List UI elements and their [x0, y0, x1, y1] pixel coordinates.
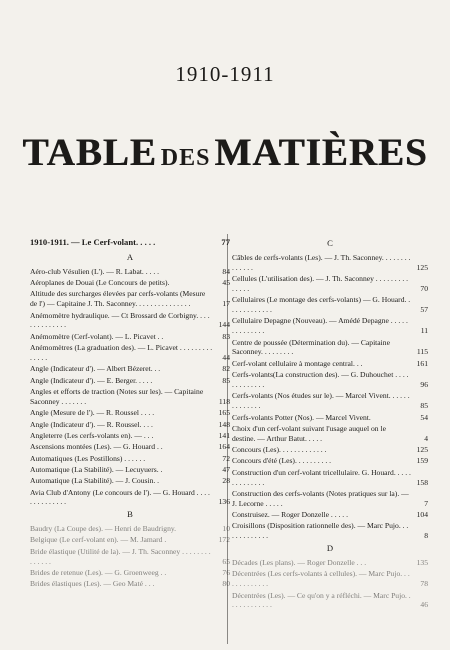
entry-page-number: 11 [420, 326, 428, 336]
first-entry [30, 238, 230, 248]
volume-years: 1910-1911 [175, 62, 275, 86]
first-entry-text: 1910-1911. — Le Cerf-volant. . . . . [30, 237, 156, 247]
entry-text: Cerf-volant cellulaire à montage central. . . [232, 358, 363, 368]
entry-text: Aéroplanes de Douai (Le Concours de petits). [30, 278, 170, 288]
entry-text: Aéro-club Vésulien (L'). — R. Labat. . . . . [30, 266, 160, 276]
entry-page-number: 172 [218, 535, 230, 545]
index-entry [232, 424, 428, 444]
entry-text: Anémomètres (La graduation des). — L. Picavet . . . . . . . . . . . . . . [30, 343, 213, 362]
entry-text: Brides élastiques (Les). — Geo Maté . . . [30, 579, 155, 589]
entry-page-number: 125 [416, 262, 428, 272]
entry-page-number: 125 [416, 445, 428, 455]
index-entry [232, 370, 428, 390]
entry-text: Construisez. — Roger Donzelle . . . . . [232, 510, 348, 520]
entry-text: Câbles de cerfs-volants (Les). — J. Th. Saconney. . . . . . . . . . . . . . [232, 252, 411, 272]
entry-page-number: 84 [222, 266, 230, 276]
index-entry [30, 289, 230, 309]
index-entry [30, 535, 230, 545]
entry-text: Cellulaires (Le montage des cerfs-volants) — G. Houard. . . . . . . . . . . . . [232, 295, 411, 315]
entry-page-number: 54 [420, 412, 428, 422]
entry-page-number: 85 [420, 401, 428, 411]
index-entry [232, 316, 428, 336]
entry-text: Angleterre (Les cerfs-volants en). — . . . [30, 430, 154, 440]
entry-page-number: 158 [416, 477, 428, 487]
entry-text: Concours (Les). . . . . . . . . . . . . [232, 445, 327, 455]
entry-page-number: 46 [420, 600, 428, 610]
index-entry [232, 510, 428, 520]
index-entry [30, 547, 230, 567]
entry-page-number: 65 [222, 556, 230, 566]
entry-page-number: 8 [424, 531, 428, 541]
index-entry [232, 359, 428, 369]
index-entry [30, 387, 230, 407]
title-word-matieres: MATIÈRES [214, 131, 428, 174]
index-entry [30, 343, 230, 363]
first-entry-page: 77 [221, 237, 230, 247]
entry-text: Décentrées (Les cerfs-volants à cellules). — Marc Pujo. . . . . . . . . . . . . [232, 569, 410, 589]
index-entry [232, 489, 428, 509]
index-entry [30, 267, 230, 277]
right-column [232, 236, 428, 612]
title-word-des: DES [160, 145, 211, 171]
index-entry [30, 332, 230, 342]
index-entry [30, 420, 230, 430]
entry-page-number: 104 [416, 510, 428, 520]
index-entry [30, 442, 230, 452]
index-entry [30, 524, 230, 534]
entry-page-number: 83 [222, 331, 230, 341]
entry-text: Anémomètre (Cerf-volant). — L. Picavet . . [30, 331, 164, 341]
index-entry [30, 431, 230, 441]
index-entry [30, 488, 230, 508]
entry-page-number: 72 [222, 453, 230, 463]
entry-page-number: 115 [416, 347, 428, 357]
entry-page-number: 159 [416, 456, 428, 466]
index-entry [232, 338, 428, 358]
entry-text: Baudry (La Coupe des). — Henri de Baudrigny. [30, 524, 177, 534]
section-letter: C [327, 238, 333, 248]
entry-page-number: 45 [222, 278, 230, 288]
entry-page-number: 136 [218, 497, 230, 507]
index-entry [30, 278, 230, 288]
entry-text: Décades (Les plans). — Roger Donzelle . . . [232, 557, 367, 567]
entry-page-number: 148 [218, 419, 230, 429]
entry-text: Angle (Indicateur d'). — Albert Bézeret. . . [30, 364, 161, 374]
entry-page-number: 10 [222, 524, 230, 534]
entry-page-number: 70 [420, 283, 428, 293]
entry-page-number: 17 [222, 299, 230, 309]
page-title [0, 130, 450, 175]
index-entry [232, 391, 428, 411]
entry-page-number: 141 [218, 430, 230, 440]
entry-page-number: 47 [222, 464, 230, 474]
entry-text: Angle (Mesure de l'). — R. Roussel . . . . [30, 408, 155, 418]
entry-text: Ascensions montées (Les). — G. Houard . . [30, 442, 163, 452]
entry-page-number: 78 [420, 579, 428, 589]
entry-text: Cerfs-volants (Nos études sur le). — Marcel Vivent. . . . . . . . . . . . . . [232, 391, 410, 411]
entry-text: Choix d'un cerf-volant suivant l'usage auquel on le destine. — Arthur Batut. . . . . [232, 423, 386, 443]
index-entry [232, 468, 428, 488]
index-entry [30, 465, 230, 475]
entry-text: Angles et efforts de traction (Notes sur les). — Capitaine Saconney . . . . . . . [30, 386, 204, 406]
index-entry [232, 591, 428, 611]
index-entry [30, 568, 230, 578]
index-entry [30, 476, 230, 486]
entry-text: Centre de poussée (Détermination du). — Capitaine Saconney. . . . . . . . . [232, 337, 390, 357]
entry-text: Cellules (L'utilisation des). — J. Th. Saconney . . . . . . . . . . . . . . [232, 274, 409, 293]
entry-text: Décentrées (Les). — Ce qu'on y a réfléchi. — Marc Pujo. . . . . . . . . . . . . [232, 590, 411, 610]
index-entry [232, 558, 428, 568]
section-letter: A [126, 251, 134, 262]
index-entry [30, 579, 230, 589]
entry-text: Cellulaire Depagne (Nouveau). — Amédé Depagne . . . . . . . . . . . . . . [232, 316, 408, 336]
index-entry [30, 364, 230, 374]
entry-text: Concours d'été (Les). . . . . . . . . . [232, 456, 332, 466]
index-entry [232, 569, 428, 589]
entry-page-number: 118 [218, 396, 230, 406]
entry-page-number: 135 [416, 557, 428, 567]
left-column [30, 236, 230, 591]
entry-text: Anémomètre hydraulique. — Ct Brossard de Corbigny. . . . . . . . . . . . . . [30, 310, 210, 330]
entry-page-number: 44 [222, 352, 230, 362]
entry-page-number: 165 [218, 408, 230, 418]
entry-text: Cerfs-volants Potter (Nos). — Marcel Vivent. [232, 412, 371, 422]
index-entry [232, 445, 428, 455]
entry-page-number: 161 [416, 358, 428, 368]
entry-text: Construction des cerfs-volants (Notes pratiques sur la). — J. Lecorne . . . . . [232, 488, 409, 508]
entry-page-number: 82 [222, 364, 230, 374]
index-entry [232, 521, 428, 541]
entry-page-number: 164 [218, 442, 230, 452]
entry-text: Automatiques (Les Postillons) . . . . . . [30, 453, 146, 463]
entry-page-number: 7 [424, 498, 428, 508]
index-entry [30, 311, 230, 331]
entry-text: Angle (Indicateur d'). — R. Roussel. . . . [30, 419, 153, 429]
entry-text: Bride élastique (Utilité de la). — J. Th. Saconney . . . . . . . . . . . . . . [30, 546, 211, 566]
index-entry [30, 376, 230, 386]
entry-text: Automatique (La Stabilité). — Lecuyuers. . [30, 464, 163, 474]
index-entry [232, 456, 428, 466]
section-letter: D [326, 543, 334, 554]
index-entry [232, 413, 428, 423]
index-entry [232, 295, 428, 315]
index-entry [30, 454, 230, 464]
entry-page-number: 144 [218, 320, 230, 330]
entry-page-number: 76 [222, 567, 230, 577]
entry-text: Altitude des surcharges élevées par cerfs-volants (Mesure de l') — Capitaine J. Th. Saconney. . . . . . . . . . . . . . . [30, 289, 206, 309]
entry-page-number: 96 [420, 379, 428, 389]
entry-text: Avia Club d'Antony (Le concours de l'). — G. Houard . . . . . . . . . . . . . . [30, 487, 210, 507]
entry-text: Brides de retenue (Les). — G. Groenweeg . . [30, 567, 167, 577]
entry-page-number: 28 [222, 476, 230, 486]
index-entry [232, 253, 428, 273]
entry-text: Angle (Indicateur d'). — E. Berger. . . . . [30, 375, 153, 385]
entry-text: Cerfs-volants(La construction des). — G. Duhouchet . . . . . . . . . . . . . [232, 370, 409, 389]
entry-text: Belgique (Le cerf-volant en). — M. Jamard . [30, 535, 167, 545]
entry-text: Automatique (La Stabilité). — J. Cousin. . [30, 476, 160, 486]
entry-page-number: 80 [222, 579, 230, 589]
entry-page-number: 85 [222, 375, 230, 385]
entry-text: Croisillons (Disposition rationnelle des). — Marc Pujo. . . . . . . . . . . . . [232, 521, 409, 541]
title-word-table: TABLE [22, 131, 157, 174]
entry-page-number: 4 [424, 433, 428, 443]
entry-page-number: 57 [420, 305, 428, 315]
index-entry [30, 408, 230, 418]
index-entry [232, 274, 428, 294]
entry-text: Construction d'un cerf-volant tricellulaire. G. Houard. . . . . . . . . . . . . . [232, 467, 411, 487]
section-letter: B [127, 509, 133, 520]
